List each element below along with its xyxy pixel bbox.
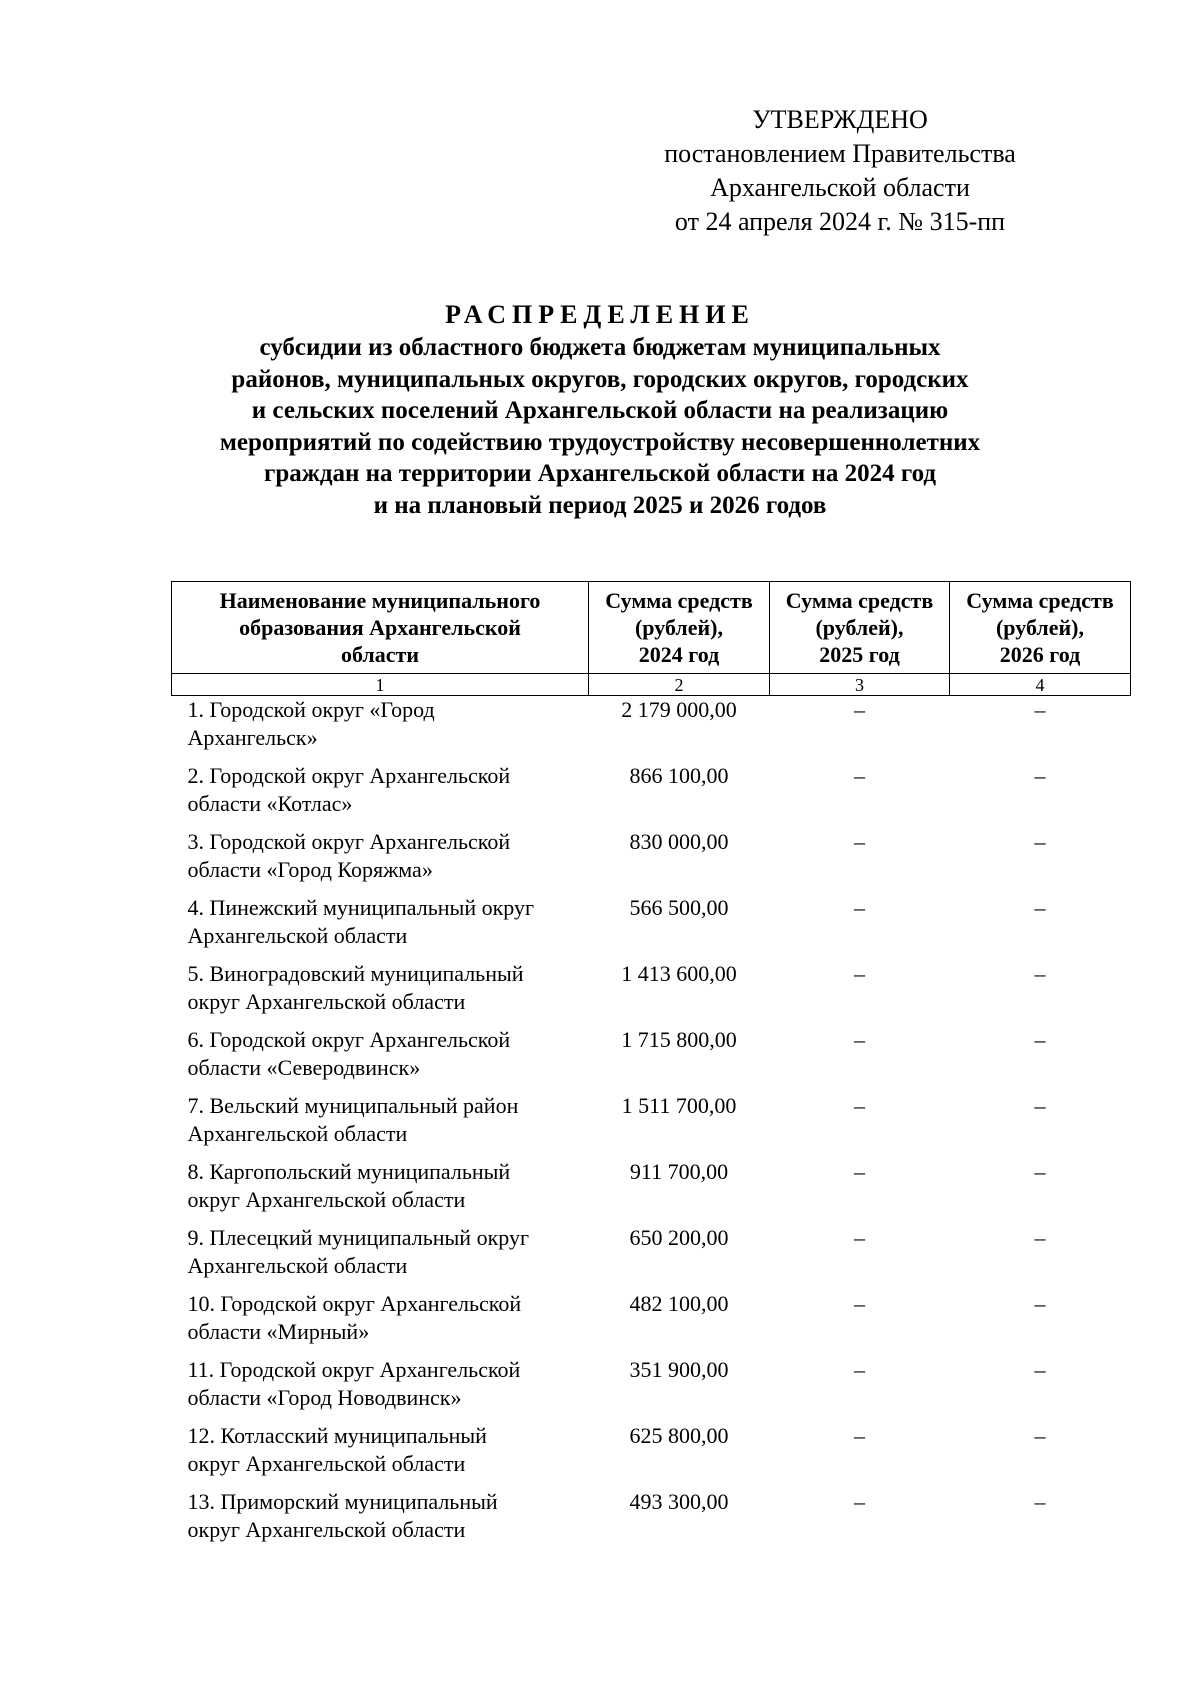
amount-2024: 1 715 800,00 <box>621 1027 737 1052</box>
municipality-name <box>172 894 589 960</box>
approval-date-number: от 24 апреля 2024 г. № 315-пп <box>674 207 1006 236</box>
municipality-name-line: 12. Котласский муниципальный <box>187 1423 487 1448</box>
amount-2025: – <box>854 1159 865 1184</box>
table-row <box>172 1422 1131 1488</box>
municipality-name-line: 3. Городской округ Архангельской <box>187 829 511 854</box>
amount-2024: 911 700,00 <box>629 1159 729 1184</box>
subtitle-line: граждан на территории Архангельской области на 2024 год <box>263 460 937 487</box>
amount-2025: – <box>854 829 865 854</box>
municipality-name-line: Архангельск» <box>187 725 318 750</box>
amount-2024: 1 413 600,00 <box>621 961 737 986</box>
municipality-name <box>172 960 589 1026</box>
amount-2026: – <box>1034 1489 1046 1514</box>
subtitle-line: районов, муниципальных округов, городских округов, городских <box>231 365 969 393</box>
amount-2026: – <box>1034 1423 1046 1448</box>
amount-2026: – <box>1034 1291 1046 1316</box>
table-row <box>172 696 1131 763</box>
amount-2025: – <box>854 1291 865 1316</box>
municipality-name-line: 4. Пинежский муниципальный округ <box>187 895 535 920</box>
municipality-name-line: округ Архангельской области <box>187 1451 466 1476</box>
amount-2026: – <box>1034 1093 1046 1118</box>
amount-2026: – <box>1034 1225 1046 1250</box>
table-row <box>172 894 1131 960</box>
table-row <box>172 1488 1131 1554</box>
municipality-name-line: округ Архангельской области <box>187 989 466 1014</box>
amount-2025: – <box>854 763 865 788</box>
amount-2025: – <box>854 1423 865 1448</box>
amount-2026: – <box>1034 697 1046 722</box>
amount-2024: 830 000,00 <box>629 829 729 854</box>
amount-2025: – <box>854 1093 865 1118</box>
municipality-name <box>172 1422 589 1488</box>
municipality-name <box>172 1290 589 1356</box>
municipality-name <box>172 762 589 828</box>
municipality-name-line: Архангельской области <box>187 923 408 948</box>
amount-2024: 625 800,00 <box>629 1423 729 1448</box>
municipality-name-line: Архангельской области <box>187 1253 408 1278</box>
document-title <box>150 298 1050 521</box>
municipality-name-line: 10. Городской округ Архангельской <box>187 1291 522 1316</box>
municipality-name <box>172 828 589 894</box>
amount-2024: 2 179 000,00 <box>621 697 737 722</box>
approval-decree: постановлением Правительства <box>664 139 1016 168</box>
table-row <box>172 1158 1131 1224</box>
amount-2025: – <box>854 697 865 722</box>
table-row <box>172 960 1131 1026</box>
column-number: 1 <box>172 674 589 696</box>
municipality-name <box>172 696 589 763</box>
municipality-name-line: 5. Виноградовский муниципальный <box>187 961 524 986</box>
municipality-name-line: 13. Приморский муниципальный <box>187 1489 498 1514</box>
amount-2024: 493 300,00 <box>629 1489 729 1514</box>
amount-2024: 866 100,00 <box>629 763 729 788</box>
table-row <box>172 1224 1131 1290</box>
table-row <box>172 828 1131 894</box>
amount-2024: 351 900,00 <box>629 1357 729 1382</box>
municipality-name-line: 11. Городской округ Архангельской <box>187 1357 521 1382</box>
title-subtitle <box>150 332 1050 521</box>
municipality-name-line: 9. Плесецкий муниципальный округ <box>187 1225 529 1250</box>
amount-2024: 650 200,00 <box>629 1225 729 1250</box>
column-number: 4 <box>950 674 1131 696</box>
amount-2025: – <box>854 1027 865 1052</box>
header-sum-2025: Сумма средств (рублей), 2025 год <box>770 582 950 674</box>
column-number: 2 <box>589 674 770 696</box>
amount-2025: – <box>854 895 865 920</box>
municipality-name-line: 2. Городской округ Архангельской <box>187 763 511 788</box>
amount-2024: 566 500,00 <box>629 895 729 920</box>
subtitle-line: и сельских поселений Архангельской области на реализацию <box>251 397 949 424</box>
amount-2026: – <box>1034 1357 1046 1382</box>
amount-2025: – <box>854 1489 865 1514</box>
amount-2024: 1 511 700,00 <box>621 1093 737 1118</box>
amount-2026: – <box>1034 829 1046 854</box>
approval-title: УТВЕРЖДЕНО <box>752 105 928 134</box>
table-row <box>172 1356 1131 1422</box>
table-row <box>172 1092 1131 1158</box>
municipality-name-line: 8. Каргопольский муниципальный <box>187 1159 511 1184</box>
approval-region: Архангельской области <box>710 173 970 202</box>
distribution-table <box>171 581 1131 1554</box>
amount-2025: – <box>854 1357 865 1382</box>
amount-2025: – <box>854 961 865 986</box>
header-sum-2024: Сумма средств (рублей), 2024 год <box>589 582 770 674</box>
table-row <box>172 762 1131 828</box>
table-header-row <box>172 582 1131 674</box>
municipality-name-line: 1. Городской округ «Город <box>187 697 435 722</box>
amount-2024: 482 100,00 <box>629 1291 729 1316</box>
municipality-name-line: 7. Вельский муниципальный район <box>187 1093 519 1118</box>
municipality-name-line: области «Город Коряжма» <box>187 857 433 882</box>
municipality-name-line: области «Котлас» <box>187 791 353 816</box>
municipality-name-line: Архангельской области <box>187 1121 408 1146</box>
amount-2026: – <box>1034 961 1046 986</box>
header-sum-2026: Сумма средств (рублей), 2026 год <box>950 582 1131 674</box>
amount-2026: – <box>1034 895 1046 920</box>
subtitle-line: мероприятий по содействию трудоустройству несовершеннолетних <box>219 428 981 456</box>
municipality-name-line: области «Мирный» <box>187 1319 370 1344</box>
subtitle-line: субсидии из областного бюджета бюджетам муниципальных <box>259 334 941 361</box>
municipality-name <box>172 1158 589 1224</box>
amount-2026: – <box>1034 1159 1046 1184</box>
table-row <box>172 1290 1131 1356</box>
municipality-name <box>172 1224 589 1290</box>
municipality-name <box>172 1356 589 1422</box>
municipality-name-line: округ Архангельской области <box>187 1187 466 1212</box>
municipality-name-line: 6. Городской округ Архангельской <box>187 1027 511 1052</box>
approval-stamp <box>650 103 1030 239</box>
municipality-name-line: области «Город Новодвинск» <box>187 1385 462 1410</box>
municipality-name-line: области «Северодвинск» <box>187 1055 421 1080</box>
municipality-name-line: округ Архангельской области <box>187 1517 466 1542</box>
amount-2026: – <box>1034 1027 1046 1052</box>
column-number-row <box>172 674 1131 696</box>
subtitle-line: и на плановый период 2025 и 2026 годов <box>373 491 827 519</box>
header-municipality: Наименование муниципального образования Архангельской области <box>172 582 589 674</box>
table-body <box>172 696 1131 1555</box>
municipality-name <box>172 1488 589 1554</box>
amount-2026: – <box>1034 763 1046 788</box>
municipality-name <box>172 1026 589 1092</box>
amount-2025: – <box>854 1225 865 1250</box>
table-row <box>172 1026 1131 1092</box>
municipality-name <box>172 1092 589 1158</box>
column-number: 3 <box>770 674 950 696</box>
title-heading: РАСПРЕДЕЛЕНИЕ <box>445 300 755 329</box>
